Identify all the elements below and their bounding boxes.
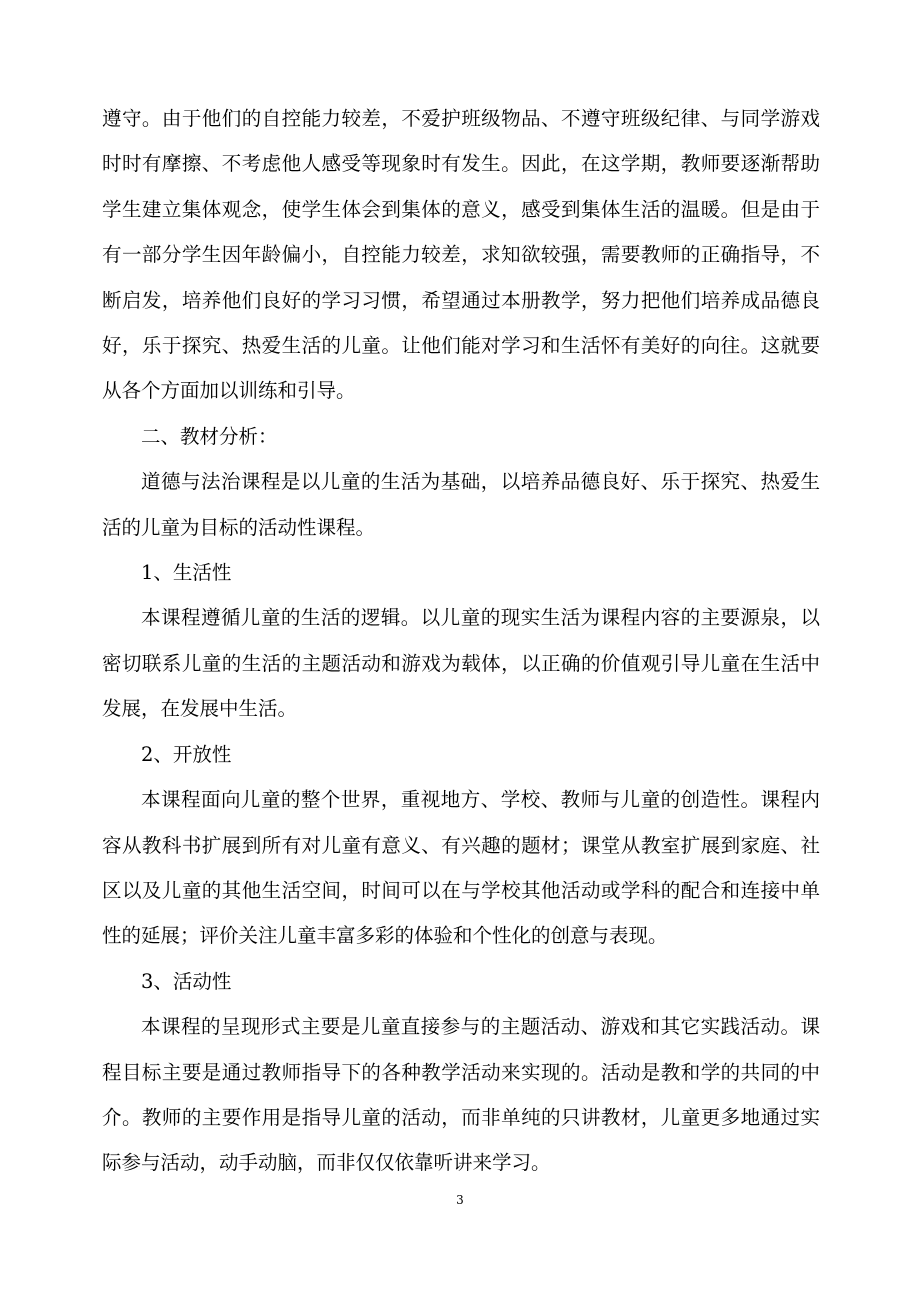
subheading-activity: 3、活动性 [141,969,232,993]
paragraph-activity: 本课程的呈现形式主要是儿童直接参与的主题活动、游戏和其它实践活动。课程目标主要是通过教师指导下的各种教学活动来实现的。活动是教和学的共同的中介。教师的主要作用是指导儿童的活动，而非单纯的只讲教材，儿童更多地通过实际参与活动，动手动脑，而非仅仅依靠听讲来学习。 [102,1015,820,1175]
subheading-openness: 2、开放性 [141,742,232,766]
paragraph-openness: 本课程面向儿童的整个世界，重视地方、学校、教师与儿童的创造性。课程内容从教科书扩展到所有对儿童有意义、有兴趣的题材；课堂从教室扩展到家庭、社区以及儿童的其他生活空间，时间可以在与学校其他活动或学科的配合和连接中单性的延展；评价关注儿童丰富多彩的体验和个性化的创意与表现。 [102,788,820,948]
paragraph-continuation: 遵守。由于他们的自控能力较差，不爱护班级物品、不遵守班级纪律、与同学游戏时时有摩擦、不考虑他人感受等现象时有发生。因此，在这学期，教师要逐渐帮助学生建立集体观念，使学生体会到集体的意义，感受到集体生活的温暖。但是由于有一部分学生因年龄偏小，自控能力较差，求知欲较强，需要教师的正确指导，不断启发，培养他们良好的学习习惯，希望通过本册教学，努力把他们培养成品德良好，乐于探究、热爱生活的儿童。让他们能对学习和生活怀有美好的向往。这就要从各个方面加以训练和引导。 [102,107,820,403]
document-body [102,96,820,1186]
page-number: 3 [456,1193,464,1207]
section-heading-textbook-analysis: 二、教材分析： [141,424,278,448]
subheading-life-nature: 1、生活性 [141,561,232,585]
paragraph-life-nature: 本课程遵循儿童的生活的逻辑。以儿童的现实生活为课程内容的主要源泉，以密切联系儿童的生活的主题活动和游戏为载体，以正确的价值观引导儿童在生活中发展，在发展中生活。 [102,606,820,721]
paragraph-course-definition: 道德与法治课程是以儿童的生活为基础，以培养品德良好、乐于探究、热爱生活的儿童为目标的活动性课程。 [102,470,820,539]
